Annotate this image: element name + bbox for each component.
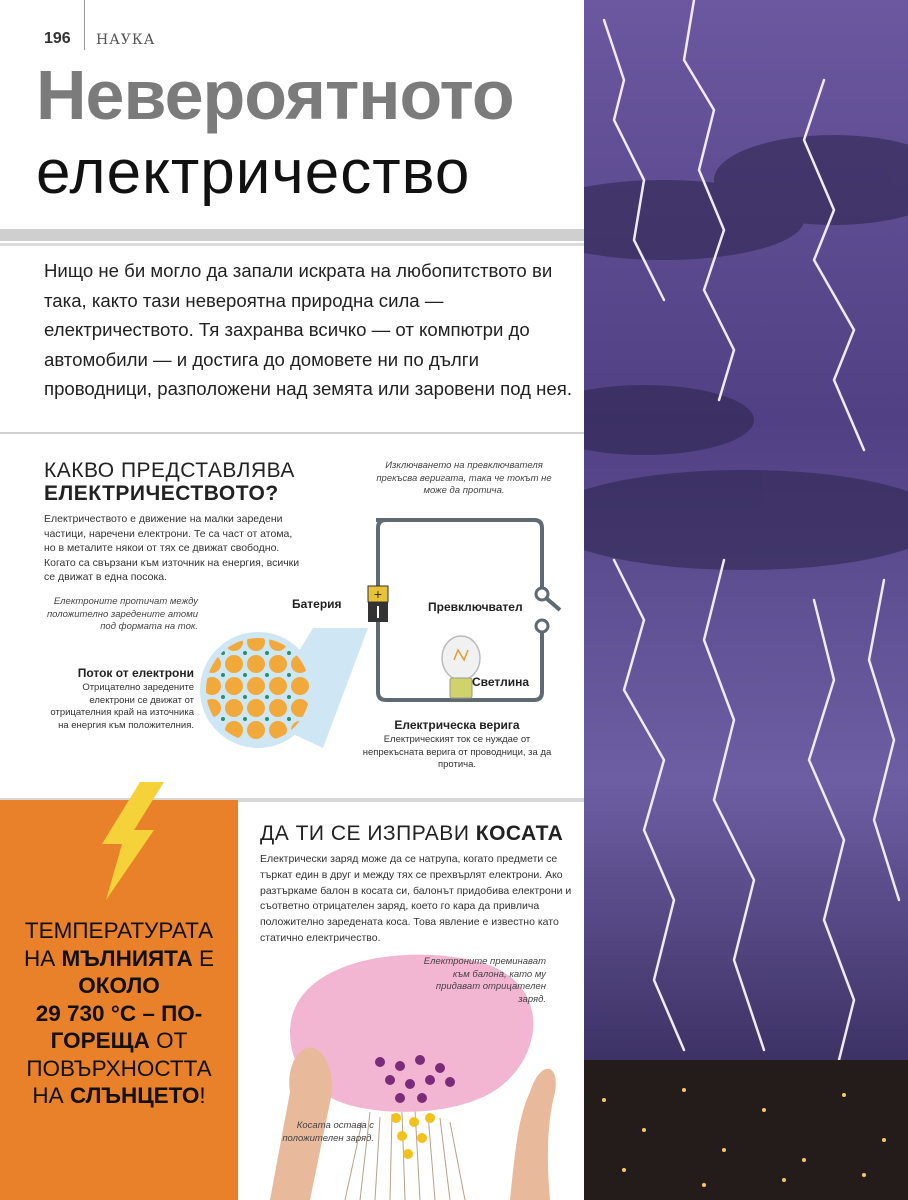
fact-line-5: ГОРЕЩА ОТ (50, 1028, 188, 1053)
page-number: 196 (44, 30, 71, 47)
title-rule (0, 229, 584, 241)
balloon-note: Електроните преминават към балона, като му придават отрицателен заряд. (423, 956, 546, 1005)
section-name: НАУКА (96, 32, 156, 48)
fact-line-4: 29 730 °C – ПО- (35, 1000, 203, 1026)
flow-body: Отрицателно заредените електрони се движат от отрицателния край на източника на енергия към положителния. (50, 682, 194, 731)
flow-title: Поток от електрони (77, 666, 194, 680)
light-label: Светлина (472, 675, 530, 689)
bulb-glass (442, 636, 480, 680)
right-hand (510, 1069, 556, 1200)
lightning-bolt-icon (92, 782, 172, 900)
hair-heading: ДА ТИ СЕ ИЗПРАВИ КОСАТА (260, 822, 564, 845)
battery-plus-sign: + (373, 586, 383, 602)
electron-note: Електроните протичат между положително заредените атоми под формата на ток. (46, 596, 198, 632)
fact-line-2: НА МЪЛНИЯТА Е (23, 945, 215, 971)
what-heading-line-1: КАКВО ПРЕДСТАВЛЯВА (44, 459, 295, 482)
intro-paragraph: Нищо не би могло да запали искрата на любопитството ви така, както тази невероятна природна сила — електричеството. Тя захранва всичко — от компютри до автомобили — и достига до домовете ни по дълги проводници, разположени над земята или заровени под нея. (44, 260, 572, 399)
fact-line-7: НА СЛЪНЦЕТО! (32, 1083, 206, 1108)
lightning-photo (584, 0, 908, 1200)
battery-label: Батерия (292, 597, 342, 611)
fact-line-6: ПОВЪРХНОСТТА (26, 1055, 212, 1081)
switch-note: Изключването на превключвателя прекъсва веригата, така че токът не може да протича. (376, 460, 552, 496)
wire-left (378, 520, 386, 586)
hair-note: Косата остава с положителен заряд. (282, 1120, 374, 1144)
switch-label: Превключвател (428, 600, 523, 614)
fact-line-1: ТЕМПЕРАТУРАТА (24, 918, 214, 943)
title-rule-thin (0, 243, 584, 246)
switch-contact-bottom (536, 620, 548, 632)
title-line-1: Невероятното (36, 56, 514, 134)
switch-lever (546, 598, 560, 610)
what-body: Електричеството е движение на малки заредени частици, наречени електрони. Те са част от атома, но в металите някои от тях се движат свободно. Когато са свързани към източник на енергия, всички се движат в една посока. (44, 513, 300, 583)
wire-top (376, 520, 542, 588)
what-heading-line-2: ЕЛЕКТРИЧЕСТВОТО? (44, 482, 279, 505)
bulb-base (450, 678, 472, 698)
fact-text (0, 917, 238, 1110)
section-divider (0, 432, 584, 434)
battery-minus-sign (377, 606, 379, 618)
circuit-body: Електрическият ток се нуждае от непрекъсната верига от проводници, за да протича. (362, 734, 552, 770)
header-divider (84, 0, 85, 50)
positive-charges (391, 1113, 435, 1159)
circuit-title: Електрическа верига (394, 718, 520, 732)
title-line-2: електричество (36, 138, 471, 207)
electron-flow-illustration (198, 628, 373, 758)
city (584, 1060, 908, 1200)
fact-line-3: ОКОЛО (78, 973, 160, 998)
hair-body: Електрически заряд може да се натрупа, когато предмети се търкат един в друг и между тях се прехвърлят електрони. Ако разтъркаме балон в косата си, балонът придобива електрони и съответно отрицателен заряд, което го кара да привлича положително заредената коса. Това явление е известно като статично електричество. (260, 853, 572, 944)
